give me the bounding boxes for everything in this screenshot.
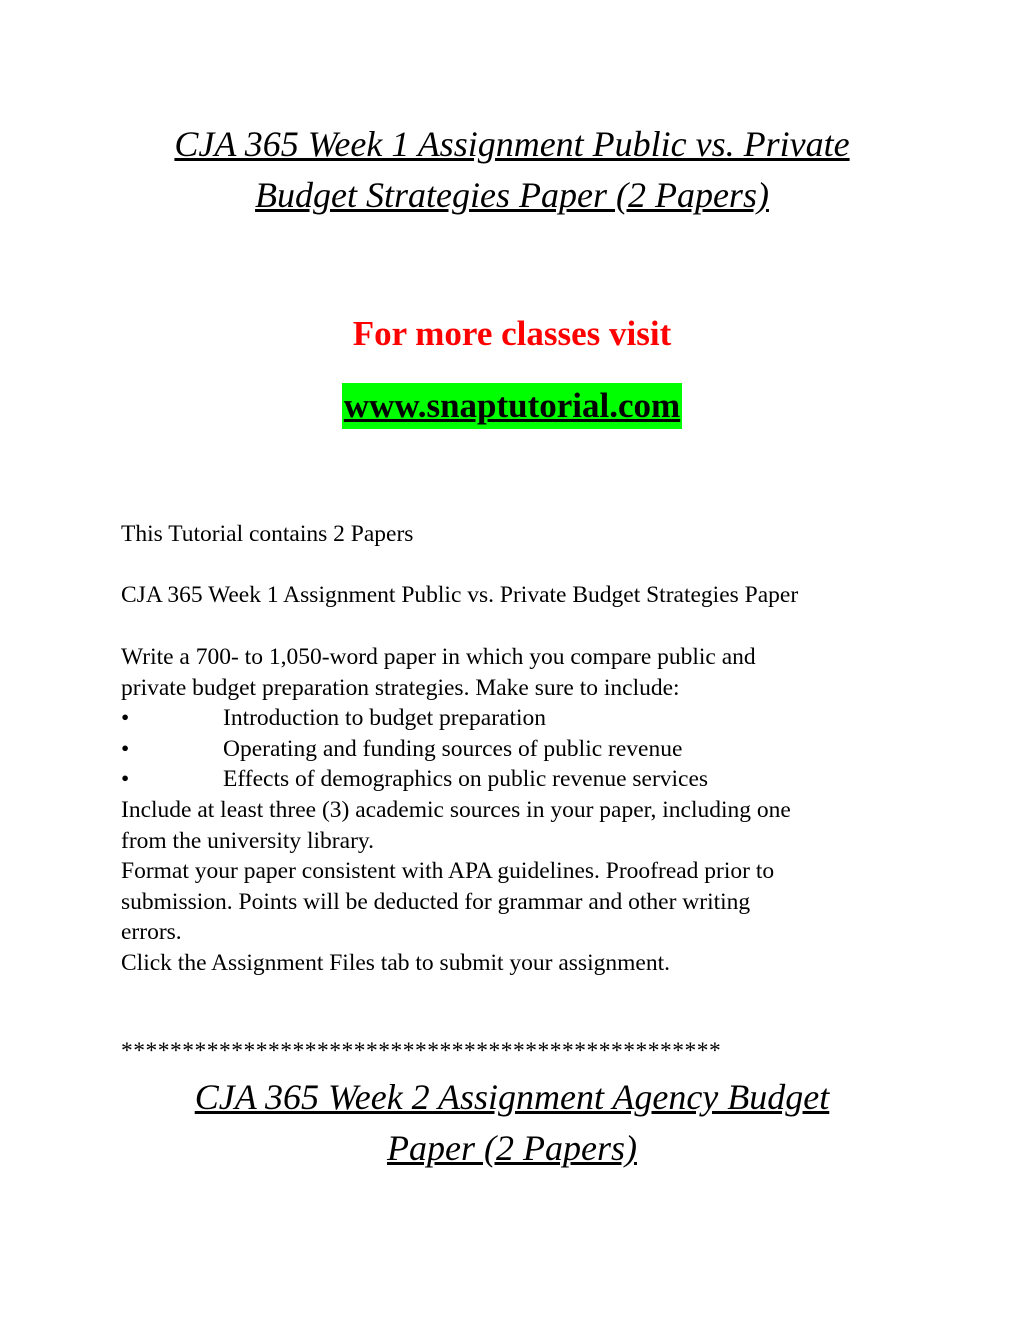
body-line: submission. Points will be deducted for grammar and other writing — [121, 888, 751, 915]
body-line: Include at least three (3) academic sources in your paper, including one — [121, 796, 791, 823]
week2-heading-line2: Paper (2 Papers) — [387, 1128, 637, 1168]
body-line: errors. — [121, 919, 182, 946]
bullet-item — [121, 764, 911, 795]
separator-stars: ************************************************* — [121, 1038, 722, 1064]
paper-title: CJA 365 Week 1 Assignment Public vs. Private Budget Strategies Paper — [121, 582, 799, 608]
week2-heading — [110, 1072, 914, 1174]
week1-heading-line2: Budget Strategies Paper (2 Papers) — [255, 175, 769, 215]
bullet-item — [121, 734, 911, 765]
body-line: Write a 700- to 1,050-word paper in which you compare public and — [121, 644, 756, 670]
body-line: Click the Assignment Files tab to submit your assignment. — [121, 949, 670, 976]
bullet-text: Introduction to budget preparation — [223, 705, 547, 732]
promo-text: For more classes visit — [352, 314, 672, 353]
week1-heading-line1: CJA 365 Week 1 Assignment Public vs. Private — [174, 124, 850, 164]
bullet-mark: • — [121, 766, 130, 793]
bullet-mark: • — [121, 735, 130, 762]
promo-url-link[interactable]: www.snaptutorial.com — [342, 383, 682, 429]
week2-heading-line1: CJA 365 Week 2 Assignment Agency Budget — [194, 1077, 830, 1117]
bullet-text: Effects of demographics on public revenue services — [223, 766, 709, 793]
assignment-body — [121, 642, 911, 979]
body-line: private budget preparation strategies. Make sure to include: — [121, 674, 680, 701]
bullet-item — [121, 703, 911, 734]
bullet-mark: • — [121, 705, 130, 732]
week1-heading — [110, 119, 914, 221]
promo-url-wrapper — [0, 383, 1024, 429]
intro-text: This Tutorial contains 2 Papers — [121, 521, 414, 547]
body-line: Format your paper consistent with APA guidelines. Proofread prior to — [121, 858, 775, 885]
body-line: from the university library. — [121, 827, 374, 854]
bullet-text: Operating and funding sources of public revenue — [223, 735, 683, 762]
